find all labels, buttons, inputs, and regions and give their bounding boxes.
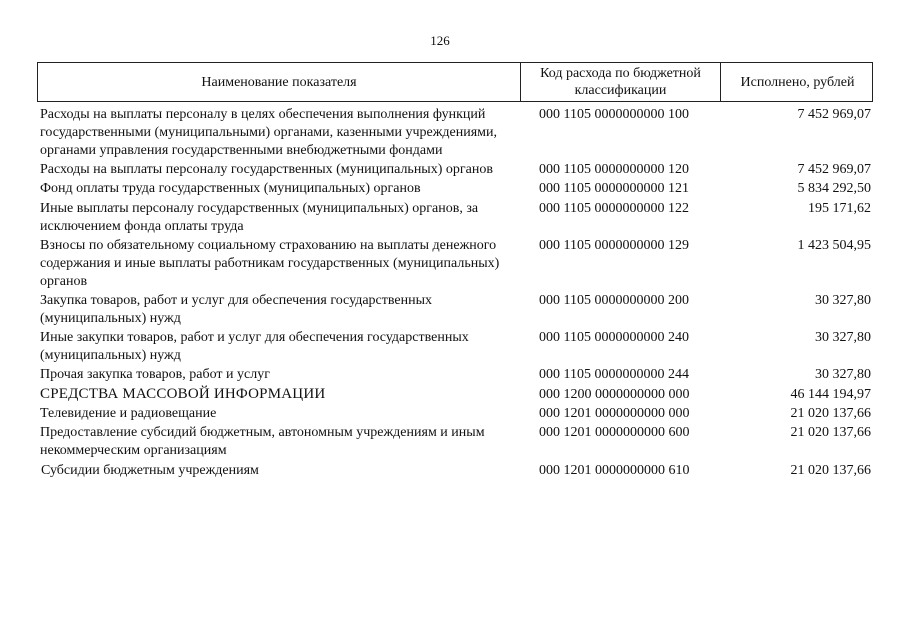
row-amount: 5 834 292,50	[797, 181, 871, 197]
table-row	[37, 366, 873, 384]
table-header	[37, 62, 873, 102]
header-amount: Исполнено, рублей	[720, 63, 874, 101]
row-name: Расходы на выплаты персоналу в целях обеспечения выполнения функций государственными (муниципальными) органами, казенными учреждениями, органами управления государственными внебюджетными фондами	[40, 107, 497, 158]
row-amount: 7 452 969,07	[797, 107, 871, 122]
table-row	[37, 237, 873, 290]
row-amount: 21 020 137,66	[790, 462, 871, 478]
row-code: 000 1201 0000000000 610	[539, 462, 690, 478]
row-code: 000 1201 0000000000 000	[539, 406, 690, 422]
row-name: Прочая закупка товаров, работ и услуг	[40, 367, 270, 383]
row-name: Предоставление субсидий бюджетным, автономным учреждениям и иным некоммерческим организациям	[40, 425, 485, 459]
table-row	[37, 161, 873, 179]
row-code: 000 1201 0000000000 600	[539, 425, 690, 441]
row-name: СРЕДСТВА МАССОВОЙ ИНФОРМАЦИИ	[40, 385, 326, 402]
table-row	[37, 292, 873, 328]
row-amount: 30 327,80	[815, 292, 871, 308]
table-body	[37, 106, 873, 479]
row-amount: 30 327,80	[815, 367, 871, 383]
row-name: Закупка товаров, работ и услуг для обеспечения государственных (муниципальных) нужд	[40, 292, 433, 326]
row-name: Взносы по обязательному социальному страхованию на выплаты денежного содержания и иные выплаты работникам государственных (муниципальных) органов	[40, 237, 500, 289]
row-name: Телевидение и радиовещание	[40, 406, 217, 422]
row-code: 000 1105 0000000000 100	[539, 107, 689, 122]
header-code: Код расхода по бюджетной классификации	[520, 63, 720, 101]
table-row	[37, 405, 873, 423]
row-name: Иные выплаты персоналу государственных (муниципальных) органов, за исключением фонда оплаты труда	[40, 200, 479, 234]
row-code: 000 1105 0000000000 244	[539, 367, 689, 383]
row-code: 000 1105 0000000000 122	[539, 200, 689, 216]
row-code: 000 1200 0000000000 000	[539, 386, 690, 402]
row-code: 000 1105 0000000000 120	[539, 161, 689, 177]
row-amount: 7 452 969,07	[797, 161, 871, 177]
table-row	[37, 180, 873, 198]
row-amount: 21 020 137,66	[790, 406, 871, 422]
row-amount: 195 171,62	[808, 200, 871, 216]
row-name: Расходы на выплаты персоналу государственных (муниципальных) органов	[40, 161, 493, 177]
row-code: 000 1105 0000000000 121	[539, 181, 689, 197]
row-code: 000 1105 0000000000 200	[539, 292, 689, 308]
table-row	[37, 424, 873, 460]
table-row	[37, 200, 873, 236]
row-amount: 46 144 194,97	[790, 386, 871, 402]
table-row	[37, 106, 873, 159]
row-amount: 1 423 504,95	[797, 237, 871, 253]
row-name: Иные закупки товаров, работ и услуг для обеспечения государственных (муниципальных) нужд	[40, 330, 469, 363]
row-amount: 30 327,80	[815, 330, 871, 346]
table-row-section	[37, 386, 873, 404]
header-name: Наименование показателя	[201, 74, 357, 90]
row-code: 000 1105 0000000000 129	[539, 237, 689, 253]
row-name: Фонд оплаты труда государственных (муниципальных) органов	[40, 181, 421, 197]
row-name: Субсидии бюджетным учреждениям	[41, 462, 259, 478]
page-number: 126	[430, 33, 450, 48]
table-row	[37, 462, 873, 480]
table-row	[37, 329, 873, 365]
row-amount: 21 020 137,66	[790, 425, 871, 441]
budget-table	[37, 62, 873, 481]
row-code: 000 1105 0000000000 240	[539, 330, 689, 346]
